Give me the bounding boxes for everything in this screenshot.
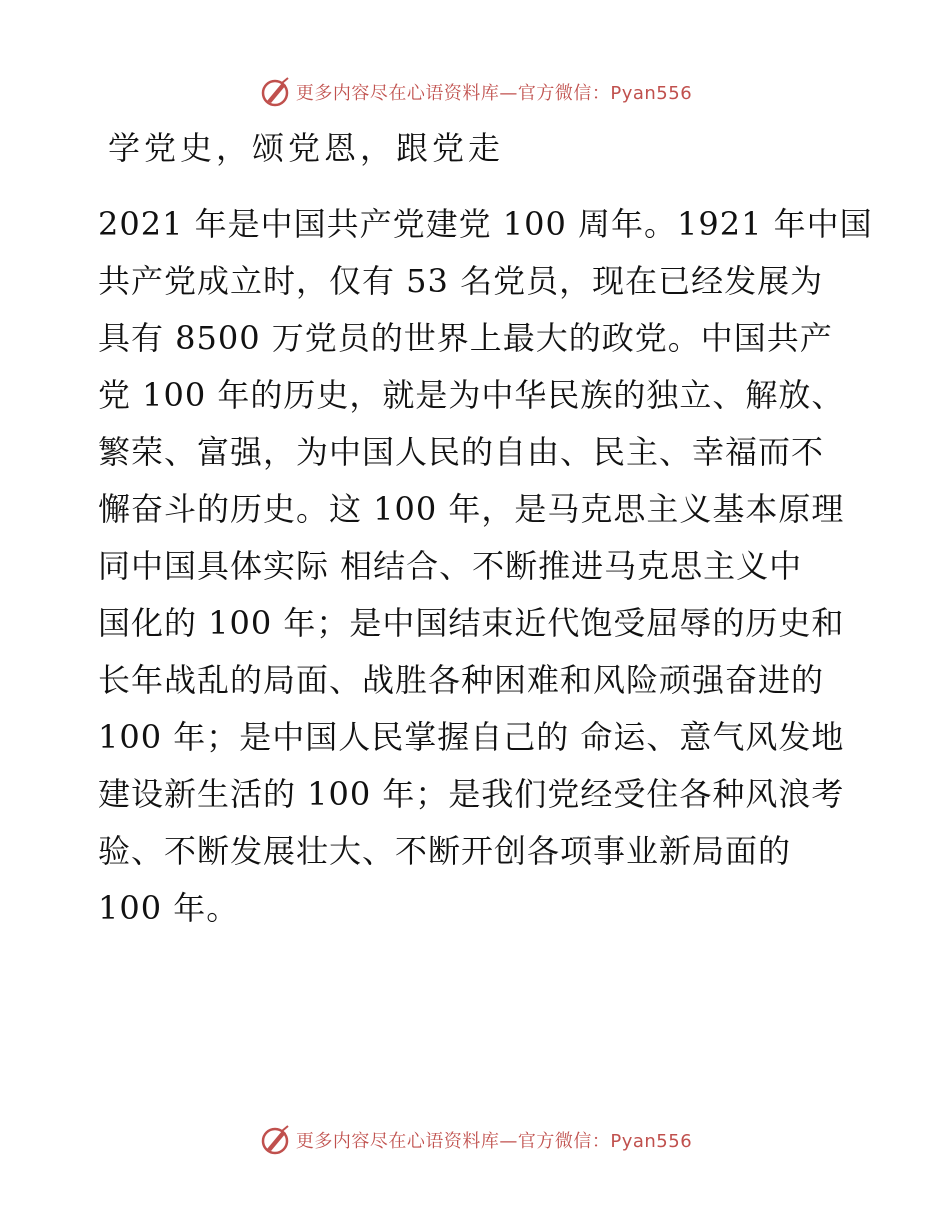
watermark-text: 更多内容尽在心语资料库—官方微信：Pyan556 [295, 1131, 693, 1152]
body-line: 党 100 年的历史，就是为中华民族的独立、解放、 [98, 376, 845, 414]
quill-pen-logo-icon [258, 75, 292, 109]
watermark-text: 更多内容尽在心语资料库—官方微信：Pyan556 [295, 83, 693, 104]
body-line: 100 年。 [98, 889, 240, 927]
document-body [98, 196, 873, 937]
body-line: 具有 8500 万党员的世界上最大的政党。中国共产 [98, 319, 833, 357]
body-line: 2021 年是中国共产党建党 100 周年。1921 年中国 [98, 205, 873, 243]
body-line: 繁荣、富强，为中国人民的自由、民主、幸福而不 [98, 433, 825, 471]
body-line: 验、不断发展壮大、不断开创各项事业新局面的 [98, 832, 792, 870]
footer-watermark [0, 1120, 950, 1160]
body-line: 国化的 100 年；是中国结束近代饱受屈辱的历史和 [98, 604, 845, 642]
header-watermark [0, 72, 950, 112]
document-title: 学党史，颂党恩，跟党走 [108, 129, 505, 167]
body-line: 懈奋斗的历史。这 100 年，是马克思主义基本原理 [98, 490, 845, 528]
body-line: 同中国具体实际 相结合、不断推进马克思主义中 [98, 547, 803, 585]
body-line: 建设新生活的 100 年；是我们党经受住各种风浪考 [98, 775, 845, 813]
body-line: 共产党成立时，仅有 53 名党员，现在已经发展为 [98, 262, 824, 300]
quill-pen-logo-icon [258, 1123, 292, 1157]
body-line: 长年战乱的局面、战胜各种困难和风险顽强奋进的 [98, 661, 825, 699]
body-line: 100 年；是中国人民掌握自己的 命运、意气风发地 [98, 718, 845, 756]
